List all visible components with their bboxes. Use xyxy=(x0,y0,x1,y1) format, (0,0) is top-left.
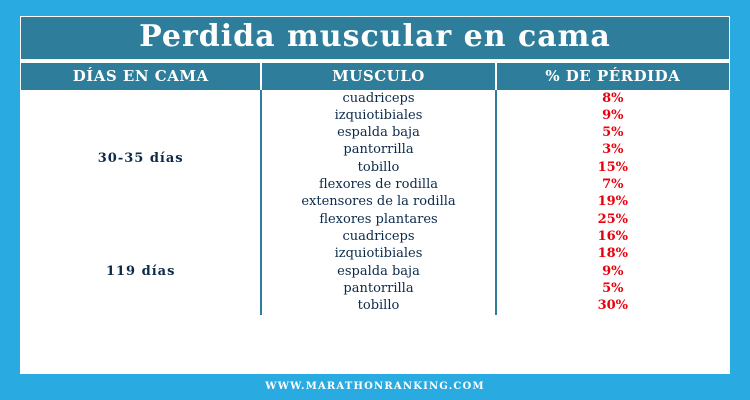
table-header-row xyxy=(21,63,729,90)
muscle-name: espalda baja xyxy=(261,124,495,141)
muscle-name: cuadriceps xyxy=(261,228,495,245)
column-header-days: DÍAS EN CAMA xyxy=(21,63,261,90)
loss-percent: 7% xyxy=(496,176,729,193)
loss-percent: 8% xyxy=(496,90,729,107)
loss-percent: 16% xyxy=(496,228,729,245)
muscle-name: pantorrilla xyxy=(261,280,495,297)
footer-website: WWW.MARATHONRANKING.COM xyxy=(265,381,485,392)
muscle-name: extensores de la rodilla xyxy=(261,193,495,210)
table-row xyxy=(21,228,729,245)
loss-percent: 9% xyxy=(496,107,729,124)
muscle-name: cuadriceps xyxy=(261,90,495,107)
muscle-name: flexores de rodilla xyxy=(261,176,495,193)
loss-percent: 30% xyxy=(496,297,729,314)
table-row xyxy=(21,90,729,107)
muscle-name: flexores plantares xyxy=(261,211,495,228)
table-body xyxy=(21,90,729,315)
table-container xyxy=(21,59,729,374)
column-header-muscle: MUSCULO xyxy=(261,63,495,90)
loss-percent: 5% xyxy=(496,280,729,297)
muscle-name: izquiotibiales xyxy=(261,245,495,262)
table-head xyxy=(21,63,729,90)
muscle-name: pantorrilla xyxy=(261,141,495,158)
days-group-label: 119 días xyxy=(21,228,261,315)
days-group-label: 30-35 días xyxy=(21,90,261,229)
muscle-name: izquiotibiales xyxy=(261,107,495,124)
muscle-name: tobillo xyxy=(261,159,495,176)
muscle-name: espalda baja xyxy=(261,263,495,280)
table-card xyxy=(20,16,730,374)
muscle-name: tobillo xyxy=(261,297,495,314)
muscle-loss-table xyxy=(21,63,729,315)
loss-percent: 25% xyxy=(496,211,729,228)
loss-percent: 19% xyxy=(496,193,729,210)
page-title: Perdida muscular en cama xyxy=(21,17,729,59)
loss-percent: 5% xyxy=(496,124,729,141)
loss-percent: 15% xyxy=(496,159,729,176)
loss-percent: 3% xyxy=(496,141,729,158)
loss-percent: 18% xyxy=(496,245,729,262)
column-header-loss: % DE PÉRDIDA xyxy=(496,63,729,90)
loss-percent: 9% xyxy=(496,263,729,280)
